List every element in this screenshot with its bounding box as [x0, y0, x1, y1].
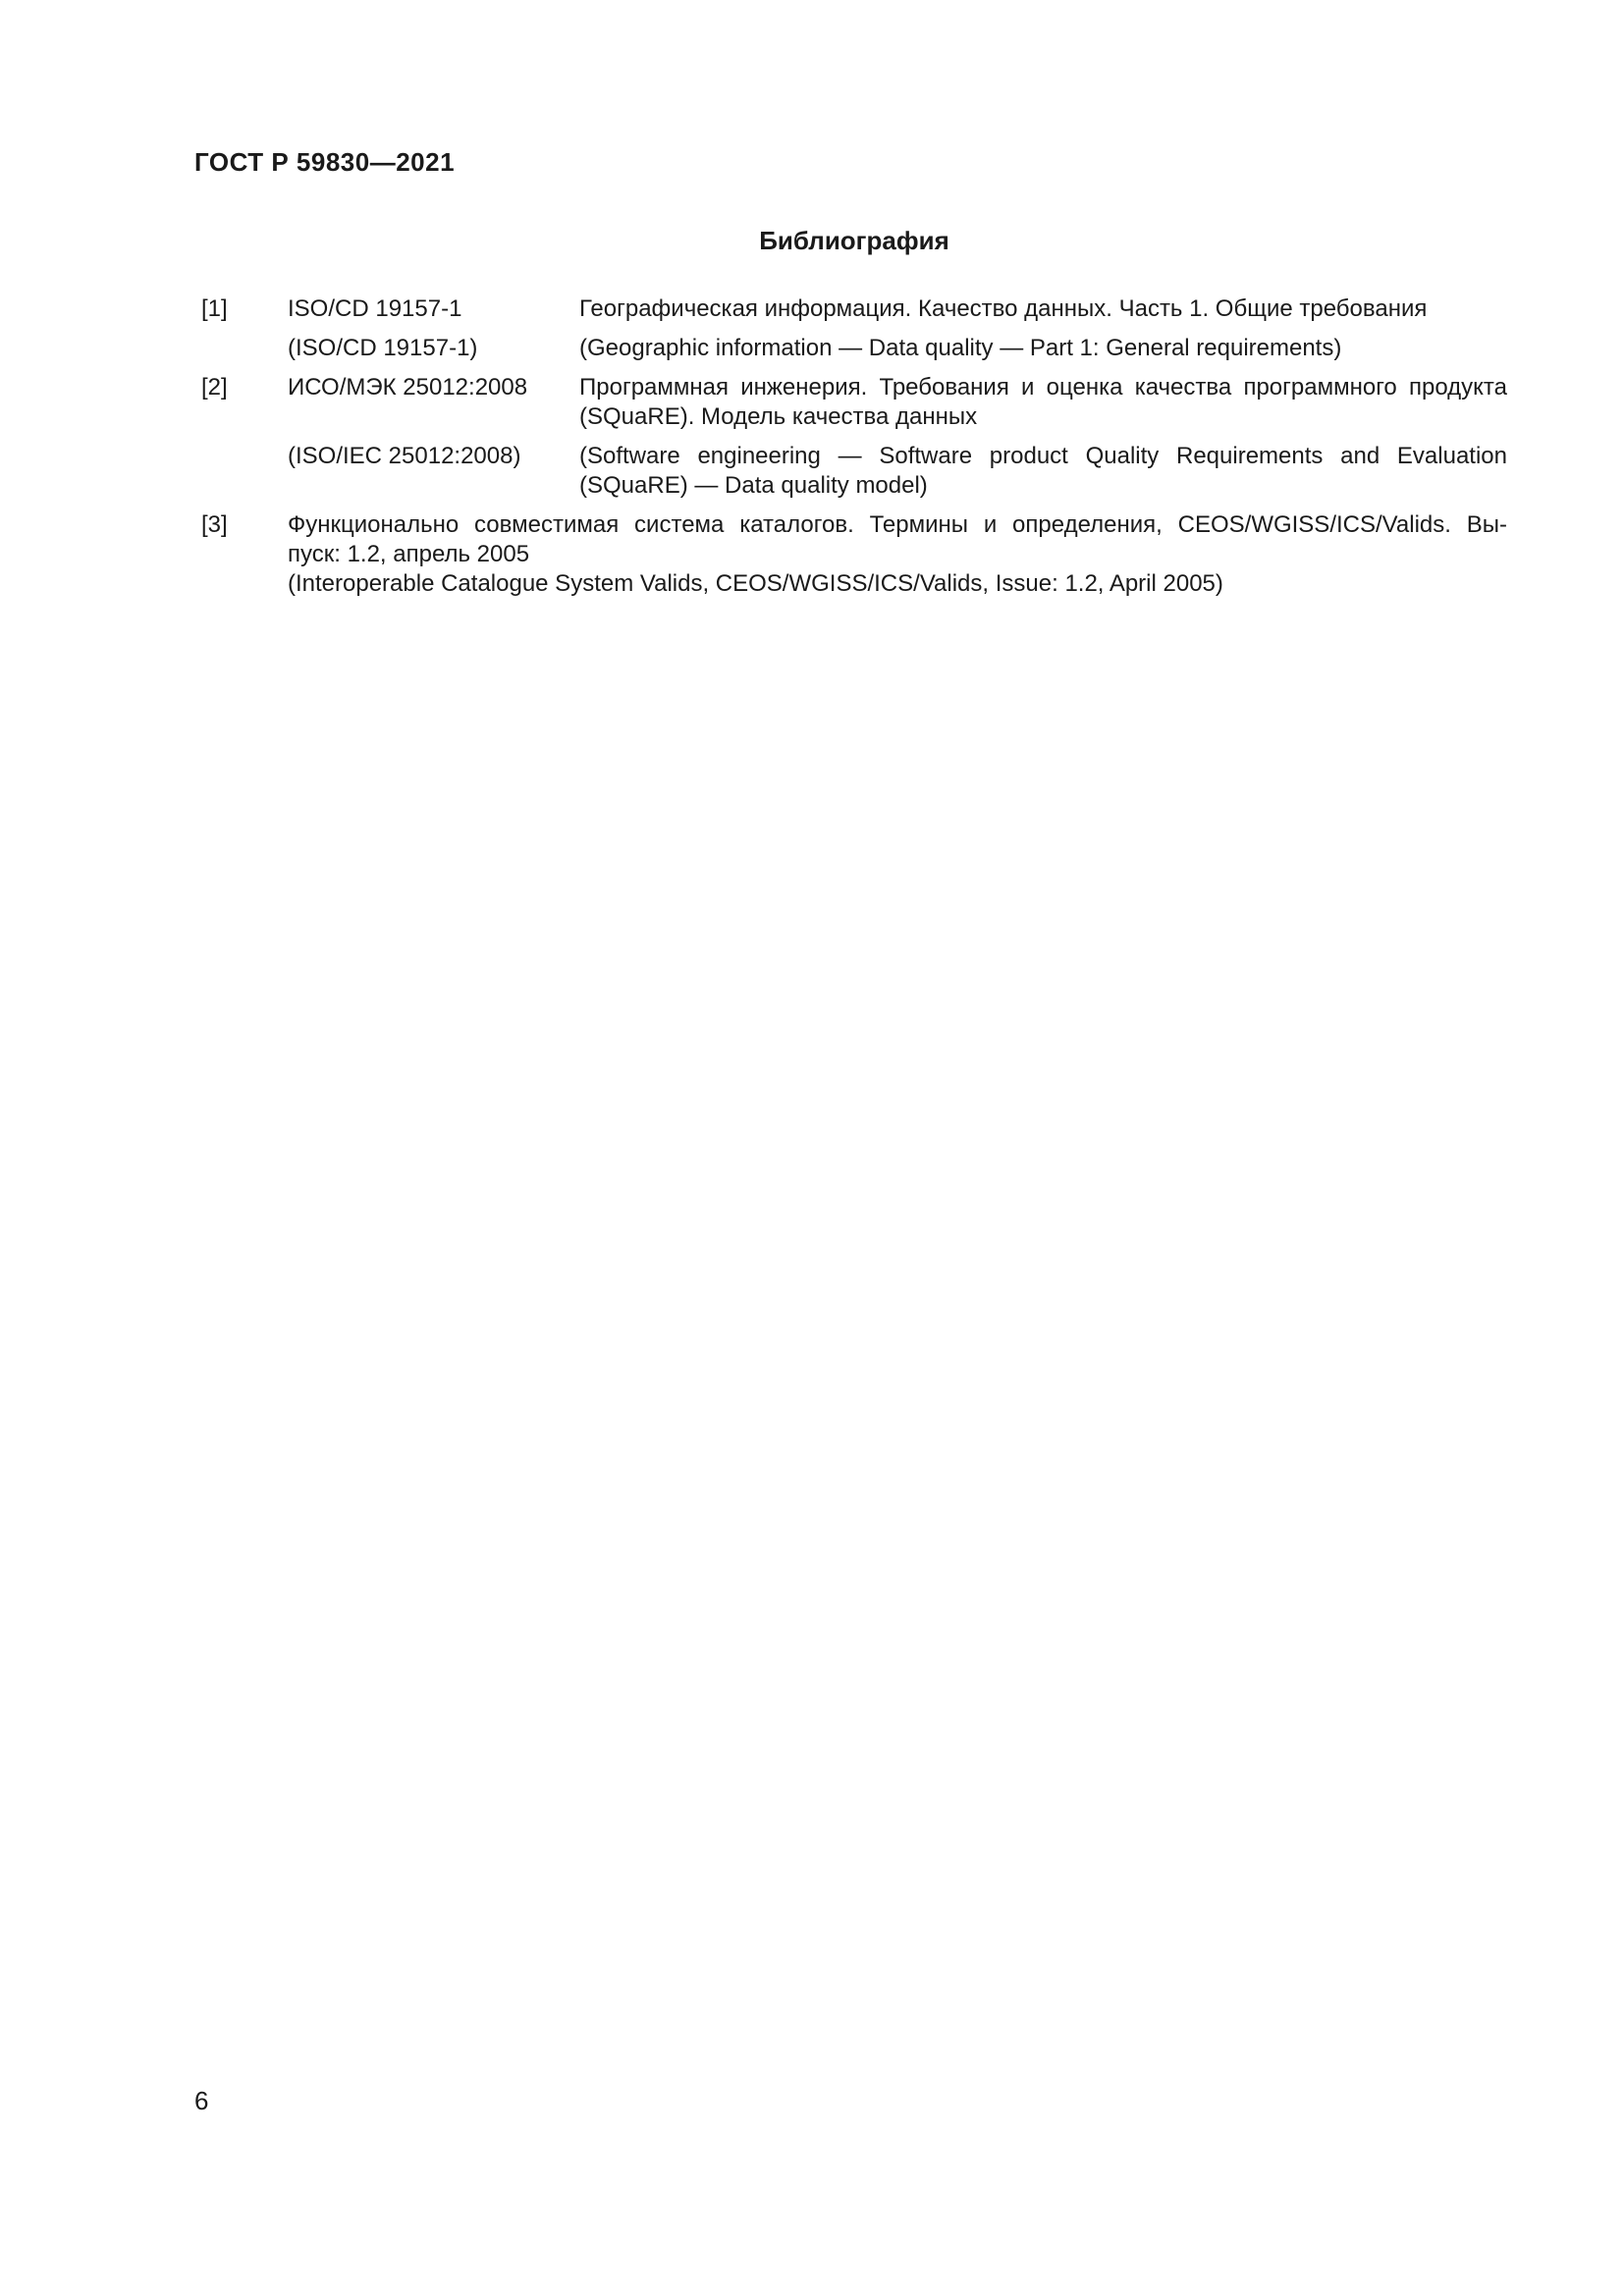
entry-3-line-1: Функционально совместимая система каталогов. Термины и определения, CEOS/WGISS/ICS/Valids. Вы- [288, 511, 1507, 538]
entry-2-description [579, 373, 1507, 432]
entry-2-row-ru [201, 373, 1507, 432]
entry-2-description-line-1: Программная инженерия. Требования и оценка качества программного продукта [579, 374, 1507, 400]
bibliography-list [201, 294, 1507, 609]
entry-2-original-code: (ISO/IEC 25012:2008) [288, 443, 521, 469]
entry-3-number: [3] [201, 511, 228, 538]
bibliography-entry-2 [201, 373, 1507, 501]
entry-1-original-code: (ISO/CD 19157-1) [288, 335, 478, 361]
entry-1-number: [1] [201, 295, 228, 322]
document-id-header: ГОСТ Р 59830—2021 [194, 147, 456, 177]
entry-2-number: [2] [201, 374, 228, 400]
entry-2-original-description-line-1: (Software engineering — Software product Quality Requirements and Evaluation [579, 443, 1507, 469]
entry-1-code: ISO/CD 19157-1 [288, 295, 462, 322]
entry-1-original-description: (Geographic information — Data quality — Part 1: General requirements) [579, 335, 1342, 361]
entry-2-description-line-2: (SQuaRE). Модель качества данных [579, 403, 978, 430]
entry-2-original-description [579, 442, 1507, 501]
entry-3-line-3: (Interoperable Catalogue System Valids, CEOS/WGISS/ICS/Valids, Issue: 1.2, April 2005) [288, 570, 1223, 597]
entry-3-line-2: пуск: 1.2, апрель 2005 [288, 541, 530, 567]
entry-3-description [288, 510, 1507, 599]
entry-1-description: Географическая информация. Качество данных. Часть 1. Общие требования [579, 295, 1428, 322]
bibliography-entry-1 [201, 294, 1507, 363]
entry-1-row-ru [201, 294, 1507, 324]
entry-2-row-en [201, 442, 1507, 501]
bibliography-title: Библиография [759, 226, 949, 255]
entry-2-code: ИСО/МЭК 25012:2008 [288, 374, 528, 400]
page-number: 6 [194, 2086, 209, 2115]
bibliography-entry-3 [201, 510, 1507, 599]
entry-1-row-en [201, 334, 1507, 363]
entry-2-original-description-line-2: (SQuaRE) — Data quality model) [579, 472, 928, 499]
